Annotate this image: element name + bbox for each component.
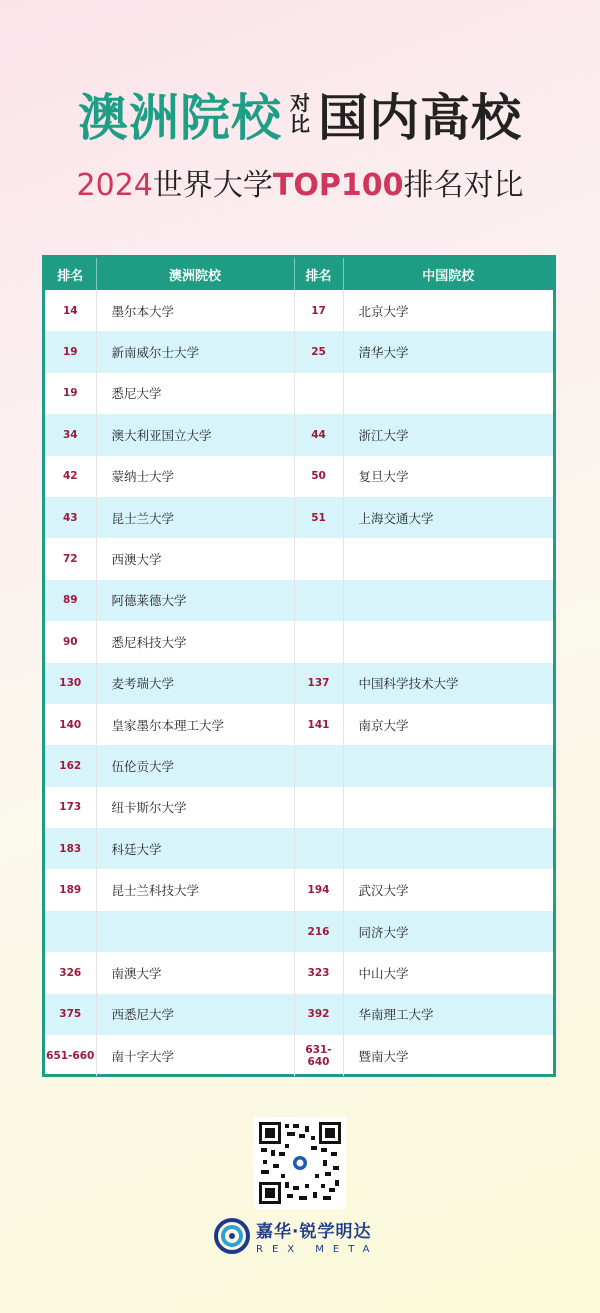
cn-rank-cell: 392 [294, 994, 343, 1035]
au-rank-cell: 72 [45, 538, 96, 579]
table-row [45, 290, 553, 331]
cn-name-cell: 同济大学 [343, 911, 553, 952]
table-row [45, 787, 553, 828]
au-rank-cell: 326 [45, 952, 96, 993]
cn-name-cell: 北京大学 [358, 303, 409, 319]
au-name-cell: 伍伦贡大学 [96, 745, 294, 786]
au-rank-cell: 34 [45, 414, 96, 455]
au-name-cell: 悉尼科技大学 [96, 621, 294, 662]
cn-name-cell [343, 373, 553, 414]
brand-name-cn: 嘉华·锐学明达 [256, 1222, 372, 1242]
subtitle [0, 160, 600, 204]
page-header [0, 78, 600, 204]
cn-rank-cell [294, 538, 343, 579]
cn-name-cell [343, 538, 553, 579]
cn-rank-cell [294, 580, 343, 621]
cn-rank-cell: 323 [294, 952, 343, 993]
au-name-cell: 澳大利亚国立大学 [96, 414, 294, 455]
title-china: 国内高校 [318, 89, 522, 147]
table-row [45, 952, 553, 993]
au-name-cell: 麦考瑞大学 [96, 663, 294, 704]
cn-rank-cell [294, 828, 343, 869]
au-rank-cell: 19 [45, 373, 96, 414]
au-name-cell: 皇家墨尔本理工大学 [96, 704, 294, 745]
cn-name-cell: 上海交通大学 [343, 497, 553, 538]
cn-rank-cell: 216 [294, 911, 343, 952]
au-rank-cell: 43 [45, 497, 96, 538]
title-vs [290, 93, 310, 135]
au-rank-cell: 14 [45, 290, 96, 331]
cn-name-cell [343, 787, 553, 828]
cn-name-cell [343, 621, 553, 662]
cn-rank-cell: 194 [294, 869, 343, 910]
table-row [45, 414, 553, 455]
table-header-row [45, 258, 553, 290]
cn-name-cell: 华南理工大学 [343, 994, 553, 1035]
cn-name-cell [343, 828, 553, 869]
au-rank-cell: 173 [45, 787, 96, 828]
title-row [0, 78, 600, 150]
cn-name-cell: 南京大学 [358, 717, 409, 733]
brand-mark-icon [214, 1218, 250, 1254]
cn-rank-cell [294, 745, 343, 786]
au-name-cell: 科廷大学 [96, 828, 294, 869]
au-rank-cell: 375 [45, 994, 96, 1035]
header-cn-rank: 排名 [294, 258, 343, 290]
au-name-cell: 昆士兰科技大学 [96, 869, 294, 910]
cn-rank-cell [294, 621, 343, 662]
au-rank-cell: 651-660 [45, 1035, 96, 1076]
au-rank-cell: 42 [45, 456, 96, 497]
table-row [45, 911, 553, 952]
cn-name-cell: 清华大学 [343, 331, 553, 372]
au-rank-cell: 89 [45, 580, 96, 621]
subtitle-year: 2024 [76, 168, 153, 203]
cn-rank-cell: 51 [294, 497, 343, 538]
header-cn-name: 中国院校 [343, 258, 553, 290]
table-row [45, 1035, 553, 1076]
au-rank-cell: 189 [45, 869, 96, 910]
au-name-cell: 蒙纳士大学 [96, 456, 294, 497]
ranking-table [42, 255, 556, 1077]
cn-name-cell [343, 580, 553, 621]
au-rank-cell: 19 [45, 331, 96, 372]
cn-name-cell: 中国科学技术大学 [343, 663, 553, 704]
subtitle-mid: 世界大学 [152, 168, 273, 203]
table-row [45, 538, 553, 579]
header-au-name: 澳洲院校 [96, 258, 294, 290]
title-australia: 澳洲院校 [78, 89, 282, 147]
cn-name-cell: 复旦大学 [358, 469, 409, 485]
cn-rank-cell: 50 [294, 456, 343, 497]
title-vs-top: 对 [290, 91, 310, 115]
au-rank-cell: 140 [45, 704, 96, 745]
au-rank-cell: 130 [45, 663, 96, 704]
subtitle-end: 排名对比 [403, 168, 524, 203]
au-name-cell: 墨尔本大学 [96, 290, 294, 331]
cn-name-cell: 中山大学 [358, 965, 409, 981]
au-name-cell: 悉尼大学 [96, 373, 294, 414]
au-name-cell: 昆士兰大学 [96, 497, 294, 538]
au-name-cell: 南十字大学 [96, 1035, 294, 1076]
au-rank-cell: 183 [45, 828, 96, 869]
table-row [45, 621, 553, 662]
cn-name-cell: 浙江大学 [343, 414, 553, 455]
au-rank-cell [45, 911, 96, 952]
table-row [45, 456, 553, 497]
cn-rank-cell: 44 [294, 414, 343, 455]
table-row [45, 745, 553, 786]
table-row [45, 663, 553, 704]
qr-code [254, 1117, 346, 1209]
brand-logo [214, 1214, 394, 1258]
cn-rank-cell [294, 787, 343, 828]
au-name-cell: 纽卡斯尔大学 [96, 787, 294, 828]
au-name-cell: 阿德莱德大学 [96, 580, 294, 621]
cn-rank-cell: 631-640 [294, 1035, 343, 1076]
au-name-cell: 新南威尔士大学 [96, 331, 294, 372]
table-row [45, 580, 553, 621]
table-row [45, 828, 553, 869]
table-row [45, 497, 553, 538]
au-rank-cell: 162 [45, 745, 96, 786]
cn-rank-cell: 25 [294, 331, 343, 372]
table-body [45, 290, 553, 1076]
title-vs-bottom: 比 [290, 112, 310, 136]
au-name-cell: 南澳大学 [96, 952, 294, 993]
table-row [45, 869, 553, 910]
table-row [45, 704, 553, 745]
cn-rank-cell: 137 [294, 663, 343, 704]
subtitle-top: TOP100 [272, 168, 404, 203]
brand-name-en: REX META [256, 1244, 379, 1255]
au-name-cell: 西悉尼大学 [96, 994, 294, 1035]
table-row [45, 994, 553, 1035]
au-name-cell: 西澳大学 [96, 538, 294, 579]
cn-rank-cell: 17 [294, 290, 343, 331]
cn-name-cell: 武汉大学 [358, 883, 409, 899]
au-name-cell [96, 911, 294, 952]
cn-name-cell: 暨南大学 [358, 1048, 409, 1064]
qr-code-icon [259, 1122, 341, 1204]
table-row [45, 331, 553, 372]
cn-rank-cell: 141 [294, 704, 343, 745]
table-row [45, 373, 553, 414]
cn-name-cell [343, 745, 553, 786]
cn-rank-cell [294, 373, 343, 414]
header-au-rank: 排名 [45, 258, 96, 290]
au-rank-cell: 90 [45, 621, 96, 662]
